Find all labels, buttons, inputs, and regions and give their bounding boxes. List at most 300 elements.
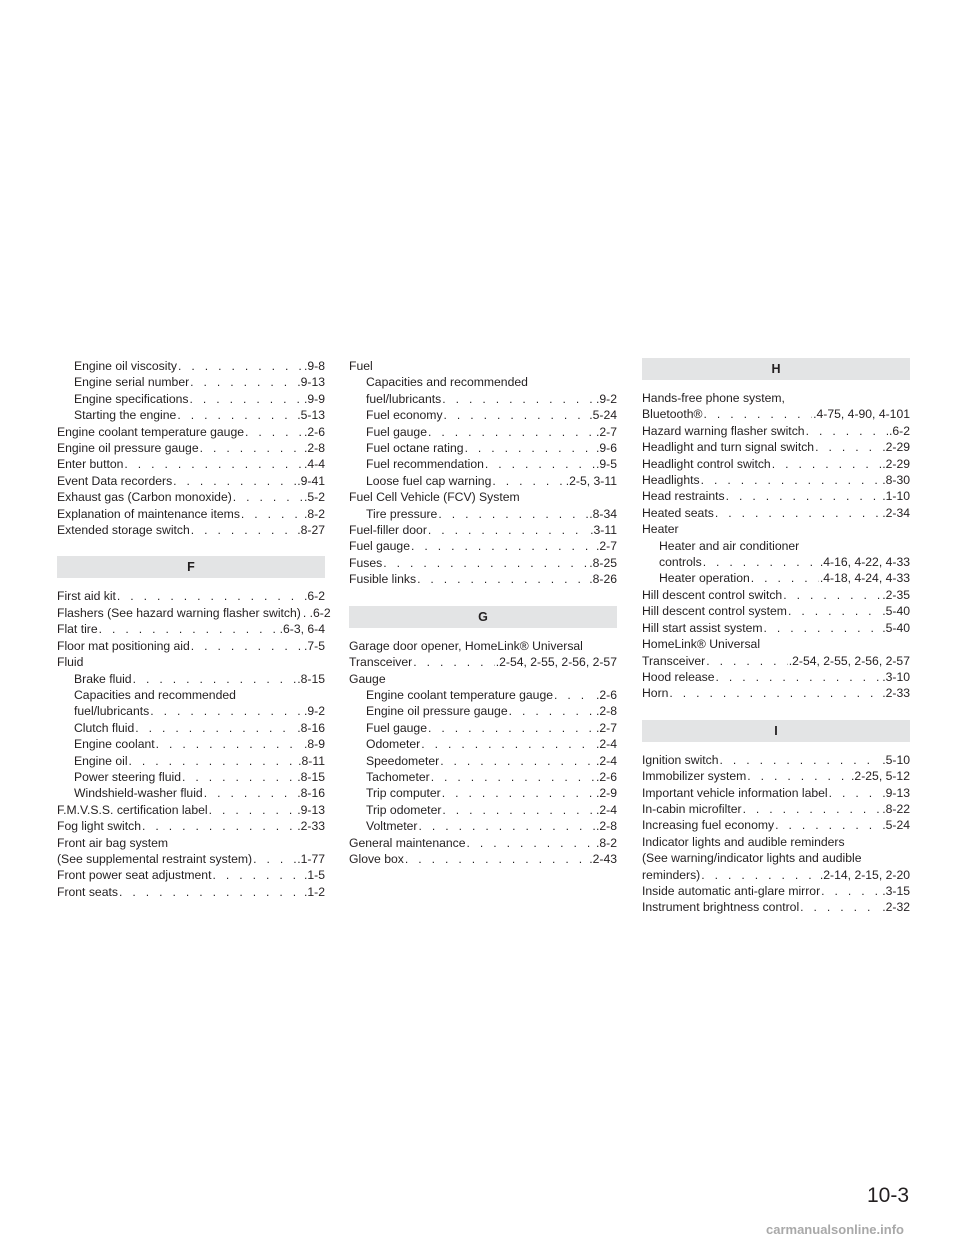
entry-term: Engine oil pressure gauge [57,441,199,456]
entry-term: Event Data recorders [57,473,173,488]
index-entry-heading: Front air bag system [57,835,169,850]
dot-leader [182,769,296,785]
section-header: H [642,358,910,380]
entry-term: Fuel gauge [366,424,427,439]
dot-leader [418,818,595,834]
index-entry [642,505,910,521]
index-entry [57,753,325,769]
entry-term: Trip odometer [366,802,442,817]
entry-term: Fuses [349,555,383,570]
section-header: I [642,720,910,742]
dot-leader [775,817,881,833]
entry-term: Fuel gauge [366,720,427,735]
entry-term: Enter button [57,457,124,472]
entry-term: In-cabin microfilter [642,801,742,816]
section-header: G [349,606,617,628]
entry-term: Engine coolant temperature gauge [366,687,554,702]
entry-term: General maintenance [349,835,466,850]
entry-page-ref: .5-2 [303,490,325,505]
entry-page-ref: .2-34 [882,505,910,520]
index-entry [57,522,325,538]
index-entry [57,638,325,654]
entry-page-ref: .8-34 [589,506,617,521]
dot-leader [417,571,588,587]
index-entry [349,424,617,440]
dot-leader [701,867,819,883]
index-entry-heading: Heater and air conditioner [659,538,800,553]
entry-page-ref: .8-2 [303,506,325,521]
dot-leader [701,472,882,488]
entry-term: Inside automatic anti-glare mirror [642,883,821,898]
entry-page-ref: .2-8 [595,819,617,834]
entry-term: Heater operation [659,571,750,586]
entry-page-ref: .4-75, 4-90, 4-101 [813,407,910,422]
index-entry [349,835,617,851]
index-entry [57,720,325,736]
entry-term: Floor mat positioning aid [57,638,190,653]
entry-page-ref: .1-2 [303,884,325,899]
section-header: F [57,556,325,578]
entry-page-ref: .1-5 [303,868,325,883]
index-entry [57,588,325,604]
dot-leader [178,358,303,374]
index-entry [349,818,617,834]
page-number: 10-3 [867,1184,910,1207]
entry-term: Front power seat adjustment [57,868,212,883]
index-entry-heading: Hands-free phone system, [642,391,785,405]
entry-term: Fog light switch [57,819,141,834]
entry-page-ref: .5-40 [882,620,910,635]
entry-page-ref: .8-11 [298,753,325,768]
index-entry [642,456,910,472]
entry-term: Clutch fluid [74,720,135,735]
index-entry [349,851,617,867]
entry-term: Fuel recommendation [366,457,484,472]
entry-term: Engine specifications [74,391,189,406]
index-entry [642,488,910,504]
entry-term: Hood release [642,669,715,684]
entry-term: Power steering fluid [74,769,182,784]
entry-page-ref: .2-5, 3-11 [565,473,617,488]
index-entry-heading: Fluid [57,655,84,670]
entry-term: Hill descent control switch [642,587,783,602]
entry-page-ref: .9-13 [297,375,325,390]
entry-page-ref: .2-54, 2-55, 2-56, 2-57 [495,655,617,670]
dot-leader [190,391,303,407]
entry-term: Engine coolant temperature gauge [57,424,245,439]
index-entry [642,653,910,669]
entry-page-ref: .2-8 [303,441,325,456]
index-entry [642,620,910,636]
entry-page-ref: .8-16 [297,786,325,801]
dot-leader [253,851,296,867]
entry-term: Instrument brightness control [642,900,800,915]
index-entry [57,358,325,374]
dot-leader [706,653,788,669]
index-entry [642,785,910,801]
index-entry-heading: Heater [642,522,679,537]
entry-page-ref: .2-9 [595,786,617,801]
index-entry [642,439,910,455]
dot-leader [411,538,595,554]
entry-page-ref: .7-5 [303,638,325,653]
entry-term: Engine serial number [74,375,190,390]
entry-term: Headlights [642,473,700,488]
dot-leader [751,570,819,586]
entry-page-ref: .9-2 [595,391,617,406]
entry-page-ref: .5-24 [589,408,617,423]
index-entry-heading: Capacities and recommended [366,375,528,390]
dot-leader [190,374,296,390]
entry-term: F.M.V.S.S. certification label [57,802,208,817]
dot-leader [442,391,595,407]
entry-page-ref: .5-24 [882,818,910,833]
dot-leader [191,638,303,654]
entry-term: Tachometer [366,769,430,784]
dot-leader [99,621,279,637]
dot-leader [431,769,595,785]
index-column-3 [642,358,910,916]
index-entry [642,423,910,439]
dot-leader [821,883,881,899]
index-entry [642,587,910,603]
dot-leader [383,555,588,571]
index-entry [349,456,617,472]
index-entry [57,440,325,456]
dot-leader [720,752,882,768]
entry-page-ref: .2-32 [882,900,910,915]
entry-page-ref: .2-25, 5-12 [851,769,910,784]
index-entry [57,605,331,621]
index-entry [349,785,617,801]
index-entry [349,703,617,719]
index-entry [642,554,910,570]
entry-page-ref: .9-2 [303,704,325,719]
entry-page-ref: .2-4 [595,737,617,752]
index-entry [57,867,325,883]
index-entry [57,391,325,407]
entry-page-ref: .4-18, 4-24, 4-33 [819,571,910,586]
index-entry [57,703,325,719]
dot-leader [444,407,589,423]
dot-leader [405,851,588,867]
index-entry [642,472,910,488]
dot-leader [150,703,303,719]
index-entry-heading: (See warning/indicator lights and audible [642,851,862,866]
dot-leader [800,899,881,915]
dot-leader [554,687,595,703]
entry-page-ref: .2-33 [297,819,325,834]
entry-page-ref: .8-22 [882,801,910,816]
entry-term: Odometer [366,737,421,752]
entry-term: Horn [642,686,669,701]
dot-leader [245,424,303,440]
index-entry [57,473,325,489]
dot-leader [485,456,595,472]
watermark: carmanualsonline.info [766,1222,904,1237]
dot-leader [177,407,296,423]
dot-leader [142,818,296,834]
index-entry [349,571,617,587]
index-entry [57,736,325,752]
dot-leader [191,522,296,538]
dot-leader [764,620,882,636]
entry-page-ref: .6-2 [888,423,910,438]
index-entry [349,391,617,407]
entry-term: Explanation of maintenance items [57,506,240,521]
dot-leader [124,456,303,472]
entry-page-ref: .2-4 [595,753,617,768]
entry-page-ref: .8-26 [589,572,617,587]
entry-page-ref: .8-9 [303,737,325,752]
index-entry-heading: Capacities and recommended [74,687,236,702]
dot-leader [788,603,881,619]
entry-term: Head restraints [642,489,725,504]
entry-term: Fuel octane rating [366,441,464,456]
index-entry [349,538,617,554]
entry-page-ref: .3-11 [590,523,617,538]
entry-term: fuel/lubricants [74,704,150,719]
entry-page-ref: .2-29 [882,440,910,455]
entry-page-ref: .5-10 [882,752,910,767]
index-entry [57,456,325,472]
entry-term: Brake fluid [74,671,132,686]
entry-term: Immobilizer system [642,769,747,784]
index-entry [349,753,617,769]
entry-term: Engine oil viscosity [74,359,177,373]
dot-leader [241,506,303,522]
index-entry [57,769,325,785]
index-entry [349,654,617,670]
entry-term: Headlight control switch [642,456,771,471]
entry-term: Important vehicle information label [642,785,828,800]
entry-page-ref: .9-8 [303,359,325,373]
entry-term: Ignition switch [642,752,719,767]
index-entry-heading: HomeLink® Universal [642,637,761,652]
index-entry [642,899,910,915]
entry-page-ref: .3-15 [882,883,910,898]
entry-page-ref: .9-6 [595,441,617,456]
index-entry [57,802,325,818]
entry-term: Extended storage switch [57,523,190,538]
entry-page-ref: .6-2 [303,589,325,604]
entry-term: Tire pressure [366,506,438,521]
dot-leader [413,654,495,670]
dot-leader [173,473,296,489]
entry-page-ref: .2-33 [882,686,910,701]
entry-page-ref: .8-15 [297,671,325,686]
entry-page-ref: .2-8 [595,704,617,719]
dot-leader [442,802,595,818]
entry-term: Fusible links [349,572,417,587]
entry-term: Windshield-washer fluid [74,786,203,801]
entry-term: Fuel economy [366,408,443,423]
entry-term: Starting the engine [74,408,177,423]
index-entry [57,506,325,522]
index-entry [349,736,617,752]
dot-leader [421,736,595,752]
entry-page-ref: .3-10 [882,669,910,684]
entry-page-ref: .9-5 [595,457,617,472]
entry-term: Hazard warning flasher switch [642,423,805,438]
entry-term: (See supplemental restraint system) [57,851,253,866]
entry-term: Trip computer [366,786,441,801]
entry-term: Flat tire [57,622,98,637]
index-entry [57,884,325,900]
dot-leader [156,736,303,752]
dot-leader [747,768,850,784]
dot-leader [133,671,297,687]
entry-page-ref: .2-35 [882,587,910,602]
index-entry [57,818,325,834]
entry-page-ref: .2-6 [303,424,325,439]
entry-term: Glove box [349,851,404,866]
entry-page-ref: .2-7 [595,424,617,439]
index-entry [57,785,325,801]
dot-leader [204,785,297,801]
entry-term: reminders) [642,867,701,882]
index-entry-heading: Gauge [349,671,386,686]
index-entry [642,817,910,833]
index-entry [642,867,910,883]
dot-leader [467,835,595,851]
index-entry [642,801,910,817]
entry-page-ref: .2-43 [589,851,617,866]
entry-term: Engine coolant [74,737,155,752]
entry-term: Exhaust gas (Carbon monoxide) [57,490,232,505]
index-entry [349,440,617,456]
entry-page-ref: .2-14, 2-15, 2-20 [819,867,910,882]
dot-leader [117,588,303,604]
dot-leader [119,884,303,900]
entry-term: Increasing fuel economy [642,818,775,833]
dot-leader [829,785,882,801]
entry-term: Fuel-filler door [349,523,427,538]
entry-page-ref: .9-9 [303,391,325,406]
entry-page-ref: .8-15 [297,769,325,784]
entry-page-ref: .9-41 [297,473,325,488]
index-entry [57,851,325,867]
index-entry [57,671,325,687]
index-entry [57,374,325,390]
dot-leader [465,440,595,456]
dot-leader [129,753,298,769]
dot-leader [440,753,595,769]
entry-term: First aid kit [57,589,116,604]
entry-page-ref: .2-4 [595,802,617,817]
entry-page-ref: .1-77 [297,851,325,866]
dot-leader [726,488,882,504]
dot-leader [669,685,881,701]
entry-term: controls [659,555,702,570]
dot-leader [233,489,303,505]
entry-term: Transceiver [349,655,413,670]
index-entry [349,555,617,571]
entry-term: Hill start assist system [642,620,763,635]
entry-term: Engine oil pressure gauge [366,704,508,719]
index-entry [642,603,910,619]
entry-term: Headlight and turn signal switch [642,440,815,455]
entry-term: Front seats [57,884,118,899]
entry-page-ref: .2-7 [595,720,617,735]
index-entry [349,720,617,736]
entry-page-ref: .9-13 [882,785,910,800]
entry-term: Speedometer [366,753,440,768]
index-entry [642,669,910,685]
entry-page-ref: .8-30 [882,473,910,488]
entry-page-ref: .9-13 [297,802,325,817]
dot-leader [212,867,303,883]
index-column-2 [349,358,617,867]
entry-page-ref: .5-40 [882,604,910,619]
index-entry [349,687,617,703]
dot-leader [815,439,881,455]
entry-page-ref: .8-2 [595,835,617,850]
entry-page-ref: .8-16 [297,720,325,735]
dot-leader [715,505,881,521]
index-entry-heading: Fuel Cell Vehicle (FCV) System [349,490,520,505]
entry-term: Loose fuel cap warning [366,473,492,488]
dot-leader [428,424,595,440]
entry-page-ref: .2-6 [595,687,617,702]
entry-term: Heated seats [642,505,714,520]
index-entry [642,883,910,899]
dot-leader [135,720,296,736]
index-entry [642,570,910,586]
index-entry [349,506,617,522]
index-entry [349,802,617,818]
dot-leader [743,801,882,817]
dot-leader [806,423,888,439]
index-entry [349,407,617,423]
index-entry [349,769,617,785]
index-entry [57,489,325,505]
entry-page-ref: .2-7 [595,539,617,554]
dot-leader [716,669,882,685]
index-entry [349,473,617,489]
entry-page-ref: .1-10 [882,489,910,504]
entry-term: Flashers (See hazard warning flasher switch) [57,605,301,620]
index-entry [642,768,910,784]
index-entry [57,407,325,423]
entry-page-ref: . .6-2 [302,605,331,620]
index-column-1 [57,358,331,900]
dot-leader [492,473,564,489]
dot-leader [509,703,595,719]
entry-term: Engine oil [74,753,128,768]
index-entry [642,406,910,422]
dot-leader [200,440,303,456]
entry-term: Voltmeter [366,819,418,834]
dot-leader [703,554,819,570]
dot-leader [783,587,881,603]
entry-term: Bluetooth® [642,407,703,422]
entry-page-ref: .8-27 [297,523,325,538]
entry-term: Fuel gauge [349,539,410,554]
index-entry [642,752,910,768]
index-entry [349,522,617,538]
entry-page-ref: .6-3, 6-4 [279,622,325,637]
index-entry-heading: Garage door opener, HomeLink® Universal [349,638,583,653]
index-entry [642,685,910,701]
entry-term: Transceiver [642,653,706,668]
entry-term: fuel/lubricants [366,391,442,406]
index-entry-heading: Indicator lights and audible reminders [642,834,845,849]
entry-page-ref: .2-29 [882,456,910,471]
entry-page-ref: .4-16, 4-22, 4-33 [819,555,910,570]
dot-leader [703,406,812,422]
dot-leader [442,785,595,801]
